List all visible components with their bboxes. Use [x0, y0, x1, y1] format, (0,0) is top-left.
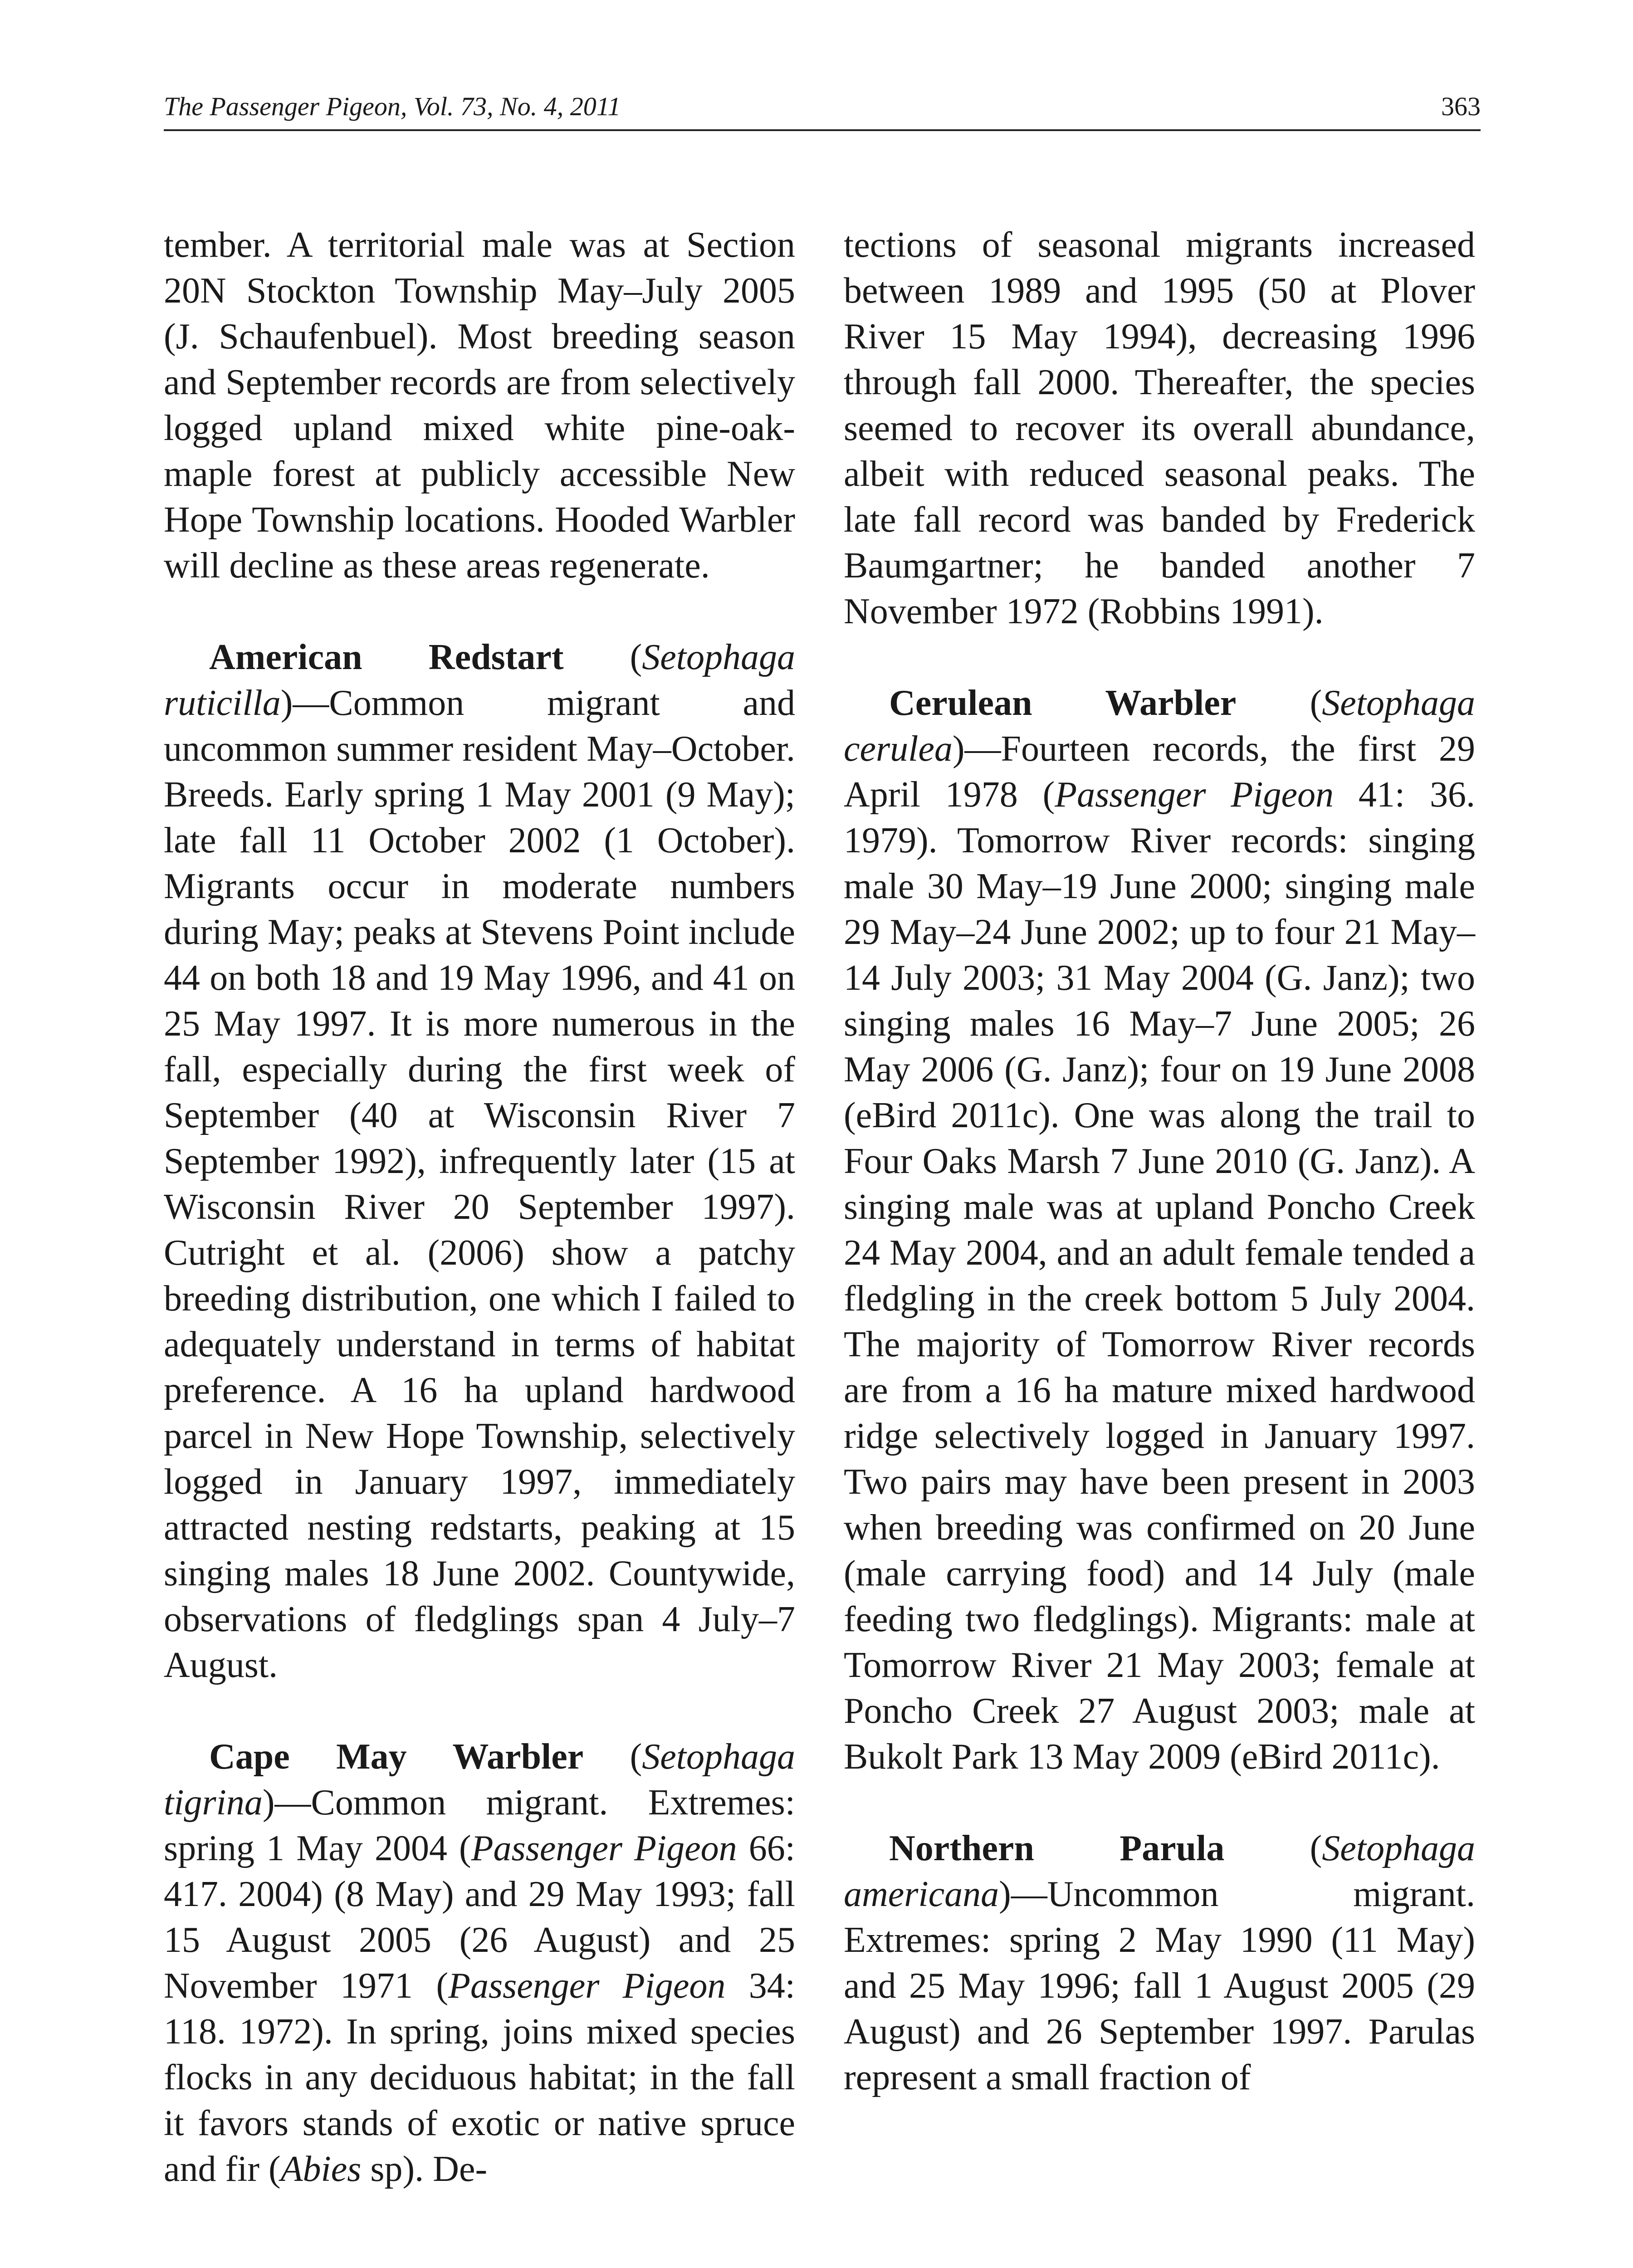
genus-name: Abies	[280, 2149, 362, 2189]
species-name: Cerulean Warbler	[889, 683, 1237, 723]
scientific-name: Setophaga tigrina	[164, 1737, 796, 1823]
left-column	[164, 222, 795, 2192]
scientific-name: Setophaga cerulea	[844, 683, 1476, 769]
journal-reference: Passenger Pigeon	[448, 1966, 726, 2006]
paragraph-cape-may-continued: tections of seasonal migrants increased between 1989 and 1995 (50 at Plover River 15 May 1994), decreasing 1996 through fall 2000. Thereafter, the species seemed to recover its overall abundance, albeit with reduced seasonal peaks. The late fall record was banded by Frederick Baumgartner; he banded another 7 November 1972 (Robbins 1991).	[844, 225, 1475, 631]
species-account-american-redstart: American Redstart (Setophaga ruticilla)—Common migrant and uncommon summer resident May–October. Breeds. Early spring 1 May 2001 (9 May); late fall 11 October 2002 (1 October). Migrants occur in moderate numbers during May; peaks at Stevens Point include 44 on both 18 and 19 May 1996, and 41 on 25 May 1997. It is more numerous in the fall, especially during the first week of September (40 at Wisconsin River 7 September 1992), infrequently later (15 at Wisconsin River 20 September 1997). Cutright et al. (2006) show a patchy breeding distribution, one which I failed to adequately understand in terms of habitat preference. A 16 ha upland hardwood parcel in New Hope Township, selectively logged in January 1997, immediately attracted nesting redstarts, peaking at 15 singing males 18 June 2002. Countywide, observations of fledglings span 4 July–7 August.	[164, 637, 795, 1685]
account-text: )—Uncommon migrant. Extremes: spring 2 May 1990 (11 May) and 25 May 1996; fall 1 August 2005 (29 August) and 26 September 1997. Parulas represent a small fraction of	[844, 1874, 1475, 2097]
page-number: 363	[1441, 92, 1481, 121]
species-account-northern-parula: Northern Parula (Setophaga americana)—Uncommon migrant. Extremes: spring 2 May 1990 (11 May) and 25 May 1996; fall 1 August 2005 (29 August) and 26 September 1997. Parulas represent a small fraction of	[844, 1828, 1476, 2097]
journal-citation: The Passenger Pigeon, Vol. 73, No. 4, 2011	[164, 92, 621, 121]
journal-reference: Passenger Pigeon	[471, 1828, 737, 1868]
species-account-cape-may-warbler: Cape May Warbler (Setophaga tigrina)—Common migrant. Extremes: spring 1 May 2004 (Passenger Pigeon 66: 417. 2004) (8 May) and 29 May 1993; fall 15 August 2005 (26 August) and 25 November 1971 (Passenger Pigeon 34: 118. 1972). In spring, joins mixed species flocks in any deciduous habitat; in the fall it favors stands of exotic or native spruce and fir (Abies sp). De-	[164, 1737, 796, 2189]
species-name: Cape May Warbler	[209, 1737, 584, 1777]
paragraph-hooded-warbler-continued: tember. A territorial male was at Section 20N Stockton Township May–July 2005 (J. Schaufenbuel). Most breeding season and September records are from selectively logged upland mixed white pine-oak-maple forest at publicly accessible New Hope Township locations. Hooded Warbler will decline as these areas regenerate.	[164, 225, 795, 586]
running-header	[164, 88, 1481, 131]
account-text: )—Common migrant and uncommon summer resident May–October. Breeds. Early spring 1 May 2001 (9 May); late fall 11 October 2002 (1 October). Migrants occur in moderate numbers during May; peaks at Stevens Point include 44 on both 18 and 19 May 1996, and 41 on 25 May 1997. It is more numerous in the fall, especially during the first week of September (40 at Wisconsin River 7 September 1992), infrequently later (15 at Wisconsin River 20 September 1997). Cutright et al. (2006) show a patchy breeding distribution, one which I failed to adequately understand in terms of habitat preference. A 16 ha upland hardwood parcel in New Hope Township, selectively logged in January 1997, immediately attracted nesting redstarts, peaking at 15 singing males 18 June 2002. Countywide, observations of fledglings span 4 July–7 August.	[164, 683, 795, 1685]
species-name: Northern Parula	[889, 1828, 1225, 1868]
scientific-name: Setophaga americana	[844, 1828, 1476, 1914]
journal-reference: Passenger Pigeon	[1055, 775, 1334, 815]
species-name: American Redstart	[209, 637, 564, 677]
scientific-name: Setophaga ruticilla	[164, 637, 795, 723]
species-account-cerulean-warbler: Cerulean Warbler (Setophaga cerulea)—Fourteen records, the first 29 April 1978 (Passenger Pigeon 41: 36. 1979). Tomorrow River records: singing male 30 May–19 June 2000; singing male 29 May–24 June 2002; up to four 21 May–14 July 2003; 31 May 2004 (G. Janz); two singing males 16 May–7 June 2005; 26 May 2006 (G. Janz); four on 19 June 2008 (eBird 2011c). One was along the trail to Four Oaks Marsh 7 June 2010 (G. Janz). A singing male was at upland Poncho Creek 24 May 2004, and an adult female tended a fledgling in the creek bottom 5 July 2004. The majority of Tomorrow River records are from a 16 ha mature mixed hardwood ridge selectively logged in January 1997. Two pairs may have been present in 2003 when breeding was confirmed on 20 June (male carrying food) and 14 July (male feeding two fledglings). Migrants: male at Tomorrow River 21 May 2003; female at Poncho Creek 27 August 2003; male at Bukolt Park 13 May 2009 (eBird 2011c).	[844, 683, 1476, 1777]
right-column	[844, 222, 1475, 2101]
